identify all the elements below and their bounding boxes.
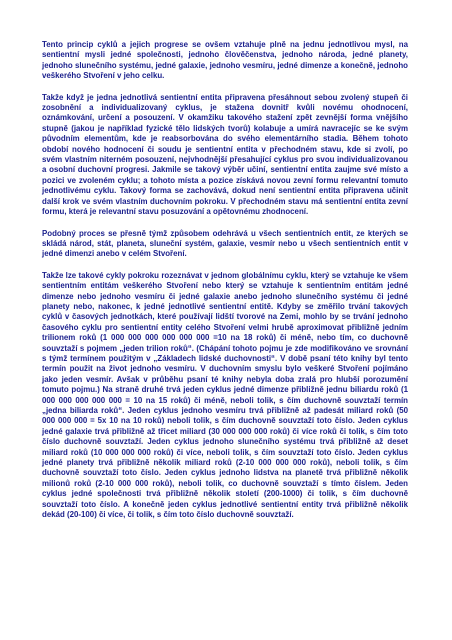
paragraph-1: Tento princip cyklů a jejich progrese se ovšem vztahuje plně na jednu jednotlivou mysl, na sentientní mysli jedné společnosti, jednoho člověčenstva, jednoho národa, jedné planety, jednoho slunečního systému, jedné galaxie, jednoho vesmíru, jedné dimenze a konečně, jednoho veškerého Stvoření v jeho celku. xyxy=(42,40,408,81)
paragraph-4: Takže lze takové cykly pokroku rozeznávat v jednom globálnímu cyklu, který se vztahuje ke všem sentientním entitám veškerého Stvoření nebo který se vztahuje k sentientním entitám jedné dimenze nebo jednoho vesmíru či jedné galaxie anebo jednoho slunečního systému či jedné planety nebo, nakonec, k jedné jednotlivé sentientní entitě. Kdyby se změřilo trvání takových cyklů v časových jednotkách, které používají lidští tvorové na Zemi, mohlo by se trvání jednoho časového cyklu pro sentientní entity celého Stvoření velmi hrubě aproximovat přibližně jedním trilionem roků (1 000 000 000 000 000 000 =10 na 18 roků) či méně, nebo tím, co duchovně souvztaží s pojmem „jeden trilion roků“. (Chápání tohoto pojmu je zde modifikováno ve srovnání s týmž termínem použitým v „Základech lidské duchovnosti“. V době psaní této knihy byl tento termín použit na život jednoho vesmíru. V duchovním smyslu bylo veškeré Stvoření pojímáno jako jeden vesmír. Avšak v průběhu psaní té knihy nebyla doba zralá pro hlubší porozumění tomuto pojmu.) Na straně druhé trvá jeden cyklus jedné dimenze přibližně jednu biliardu roků (1 000 000 000 000 000 = 10 na 15 roků) či méně, neboli tolik, s čím duchovně souvztaží termín „jedna biliarda roků“. Jeden cyklus jednoho vesmíru trvá přibližně až padesát miliard roků (50 000 000 000 = 5x 10 na 10 roků) neboli tolik, s čím duchovně souvztaží toto číslo. Jeden cyklus jedné galaxie trvá přibližně až třicet miliard (30 000 000 000 roků) či více roků či tolik, s čím toto číslo duchovně souvztaží. Jeden cyklus jednoho slunečního systému trvá přibližně až deset miliard roků (10 000 000 000 roků) či více, neboli tolik, s čím souvztaží toto číslo. Jeden cyklus jedné planety trvá přibližně několik miliard roků (2-10 000 000 000 roků), neboli tolik, s čím duchovně souvztaží toto číslo. Jeden cyklus jednoho lidstva na planetě trvá přibližně několik milionů roků (2-10 000 000 roků), neboli tolik, co duchovně souvztaží s tímto číslem. Jeden cyklus jedné společnosti trvá přibližně několik století (200-1000) či tolik, s čím duchovně souvztaží toto číslo. A konečně jeden cyklus jednotlivé sentientní entity trvá přibližně několik dekád (20-100) či více, či tolik, s čím toto číslo duchovně souvztaží. xyxy=(42,270,408,520)
paragraph-3: Podobný proces se přesně týmž způsobem odehrává u všech sentientních entit, ze kterých se skládá národ, stát, planeta, sluneční systém, galaxie, vesmír nebo u všech sentientních entit v jedné dimenzi anebo v celém Stvoření. xyxy=(42,228,408,259)
paragraph-2: Takže když je jedna jednotlivá sentientní entita připravena přesáhnout sebou zvolený stupeň či zosobnění a individualizovaný cyklus, je stažena dovnitř kvůli novému ohodnocení, oznámkování, určení a posouzení. V okamžiku takového stažení zpět zevnější forma vnějšího stupně (jakou je například fyzické tělo lidských tvorů) kolabuje a umírá navracejíc se ke svým původním elementům, kde je reabsorbována do svého elementárního stadia. Během tohoto období nového hodnocení či soudu je sentientní entita v přechodném stavu, kde si zvolí, po svém vlastním niterném posouzení, nejvhodnější přesahující cyklus pro svou individualizovanou a osobní duchovní progresi. Jakmile se takový výběr učiní, sentientní entita zaujme své místo a pozici ve zvoleném cyklu; a tohoto místa a pozice získává novou zevní formu relevantní tomuto jednotlivému cyklu. Takový forma se zachovává, dokud není sentientní entita připravena učinit další krok ve svém vlastním duchovním pokroku. V přechodném stavu má sentientní entita zevní formu, která je relevantní stavu posuzování a opětovnému zhodnocení. xyxy=(42,92,408,217)
